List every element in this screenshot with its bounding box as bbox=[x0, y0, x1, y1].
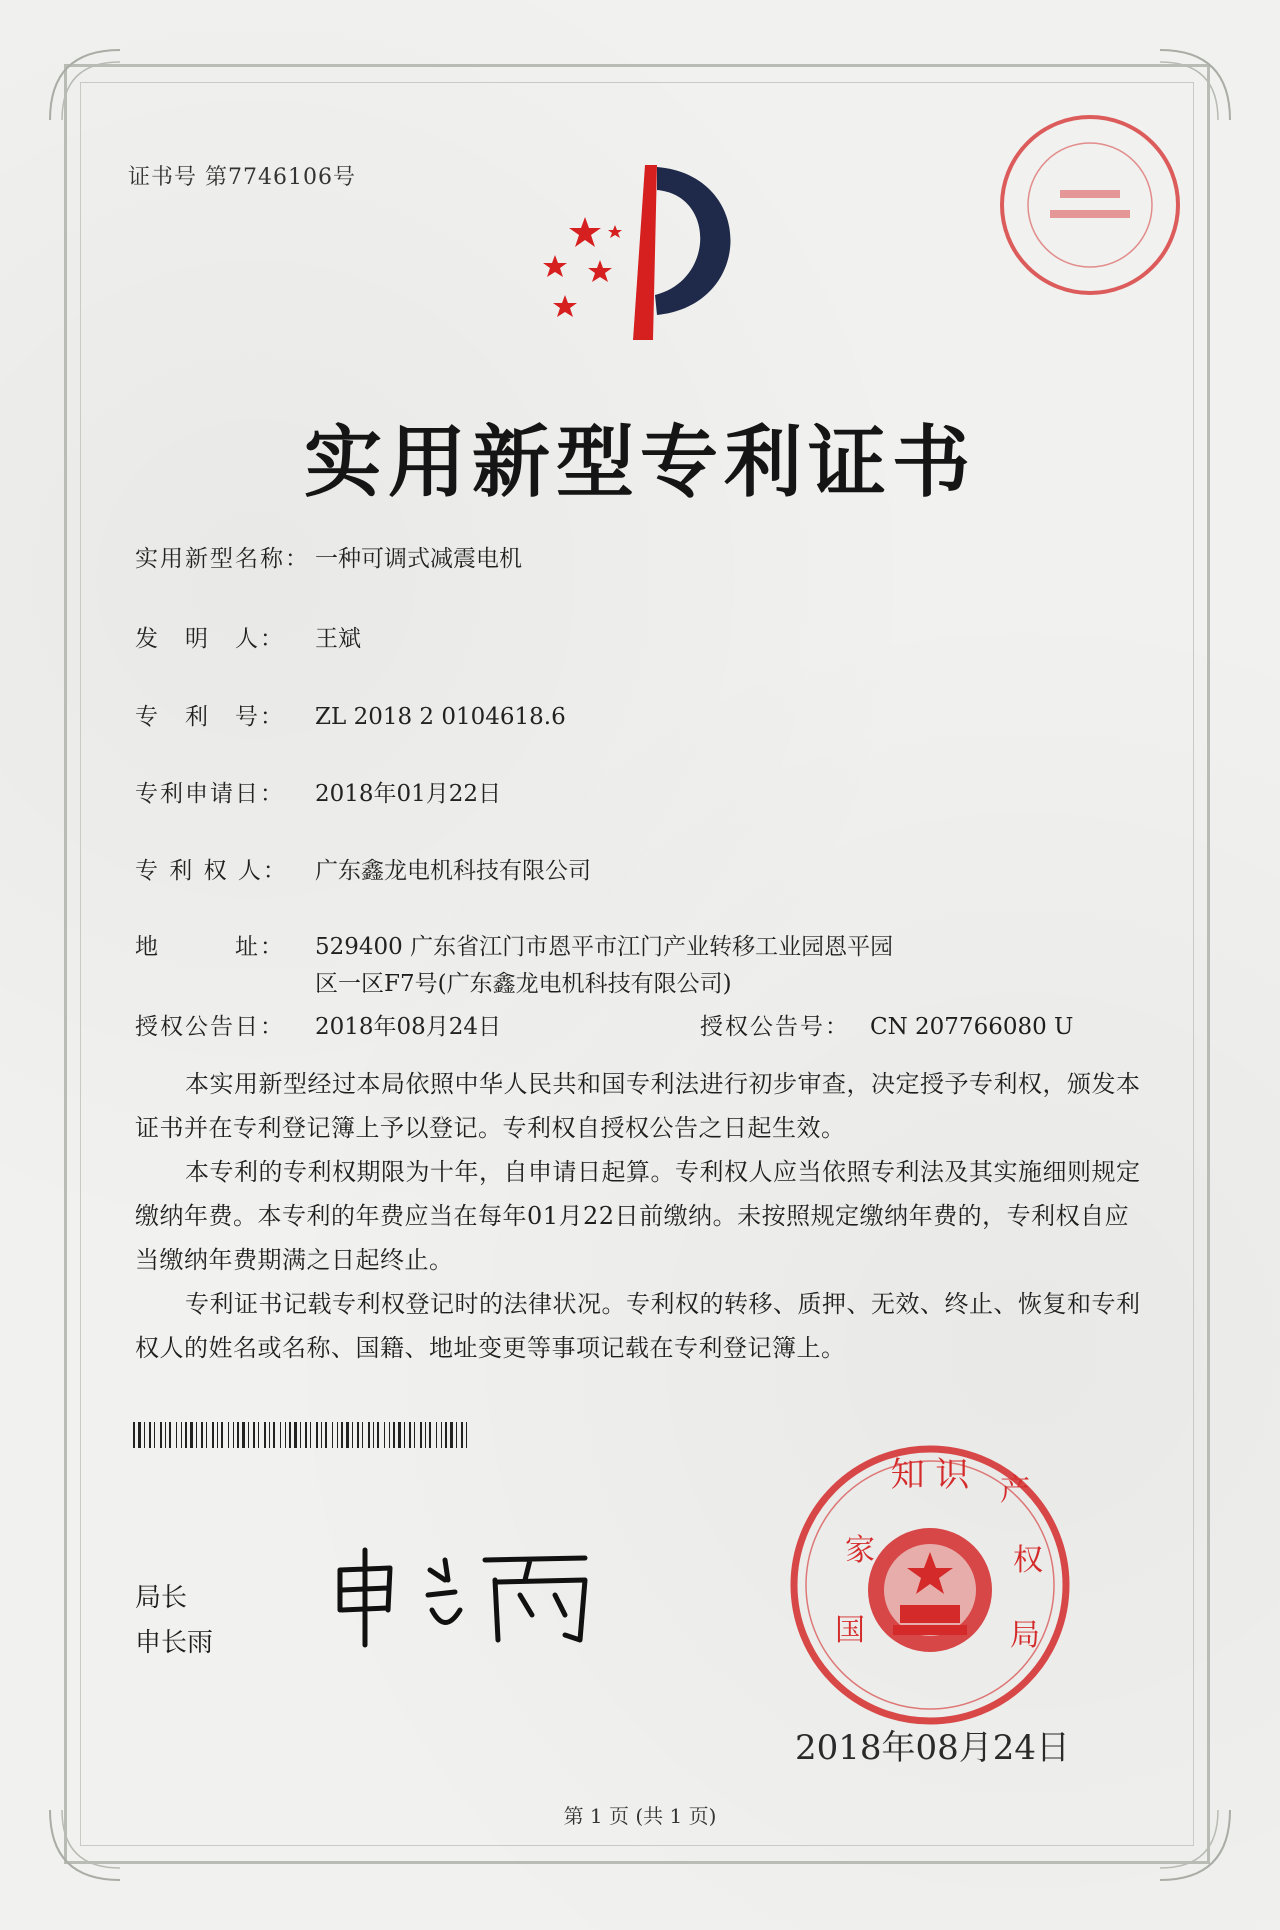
field-label: 专 利 号： bbox=[135, 704, 285, 730]
field-label: 授权公告日： bbox=[135, 1014, 285, 1040]
grant-number-row bbox=[700, 1008, 1073, 1041]
certificate-title: 实用新型专利证书 bbox=[303, 417, 976, 508]
body-paragraph bbox=[135, 1062, 1145, 1150]
svg-text:局: 局 bbox=[1010, 1618, 1040, 1653]
field-label: 专 利 权 人： bbox=[135, 858, 288, 884]
field-label: 实用新型名称： bbox=[135, 546, 310, 572]
patent-office-logo-icon bbox=[525, 155, 755, 345]
utility-model-name: 一种可调式减震电机 bbox=[315, 546, 522, 572]
paragraph-text: 本实用新型经过本局依照中华人民共和国专利法进行初步审查，决定授予专利权，颁发本证书并在专利登记簿上予以登记。专利权自授权公告之日起生效。 bbox=[135, 1070, 1141, 1142]
filing-date: 2018年01月22日 bbox=[315, 781, 502, 807]
seal-date: 2018年08月24日 bbox=[795, 1728, 1071, 1768]
grant-date-row bbox=[135, 1008, 501, 1041]
director-name: 申长雨 bbox=[135, 1628, 214, 1658]
certificate-number: 证书号 第7746106号 bbox=[128, 165, 356, 190]
svg-text:产: 产 bbox=[1000, 1473, 1030, 1508]
corner-ornament-icon bbox=[40, 40, 130, 130]
utility-model-name-row bbox=[135, 540, 522, 573]
patentee-row bbox=[135, 852, 591, 885]
seal-text: 知 识 bbox=[890, 1455, 970, 1495]
body-paragraph bbox=[135, 1150, 1145, 1282]
patentee-name: 广东鑫龙电机科技有限公司 bbox=[315, 858, 591, 884]
grant-date: 2018年08月24日 bbox=[315, 1014, 502, 1040]
inventor-row bbox=[135, 620, 361, 653]
handwritten-signature bbox=[320, 1540, 620, 1650]
address-line-1: 529400 广东省江门市恩平市江门产业转移工业园恩平园 bbox=[315, 934, 894, 960]
inventor-name: 王斌 bbox=[315, 626, 361, 652]
paragraph-text: 本专利的专利权期限为十年，自申请日起算。专利权人应当依照专利法及其实施细则规定缴纳年费。本专利的年费应当在每年01月22日前缴纳。未按照规定缴纳年费的，专利权自应当缴纳年费期满之日起终止。 bbox=[135, 1158, 1141, 1274]
page-number: 第 1 页 (共 1 页) bbox=[563, 1804, 717, 1828]
address-line-2: 区一区F7号(广东鑫龙电机科技有限公司) bbox=[315, 971, 732, 997]
barcode-icon bbox=[133, 1422, 473, 1448]
national-ip-office-seal-icon bbox=[785, 1440, 1075, 1730]
field-label: 专利申请日： bbox=[135, 781, 285, 807]
patent-number: ZL 2018 2 0104618.6 bbox=[315, 704, 566, 730]
paragraph-text: 专利证书记载专利权登记时的法律状况。专利权的转移、质押、无效、终止、恢复和专利权人的姓名或名称、国籍、地址变更等事项记载在专利登记簿上。 bbox=[135, 1290, 1141, 1362]
patent-stamp-icon bbox=[990, 105, 1190, 305]
address-row bbox=[135, 928, 893, 961]
filing-date-row bbox=[135, 775, 501, 808]
grant-number: CN 207766080 U bbox=[870, 1014, 1074, 1040]
field-label: 授权公告号： bbox=[700, 1014, 850, 1040]
svg-text:权: 权 bbox=[1013, 1543, 1043, 1578]
body-paragraph bbox=[135, 1282, 1145, 1370]
svg-text:国: 国 bbox=[835, 1613, 865, 1648]
field-label: 地 址： bbox=[135, 934, 285, 960]
svg-text:家: 家 bbox=[845, 1533, 875, 1568]
patent-number-row bbox=[135, 698, 566, 731]
director-title: 局长 bbox=[135, 1583, 188, 1613]
field-label: 发 明 人： bbox=[135, 626, 285, 652]
